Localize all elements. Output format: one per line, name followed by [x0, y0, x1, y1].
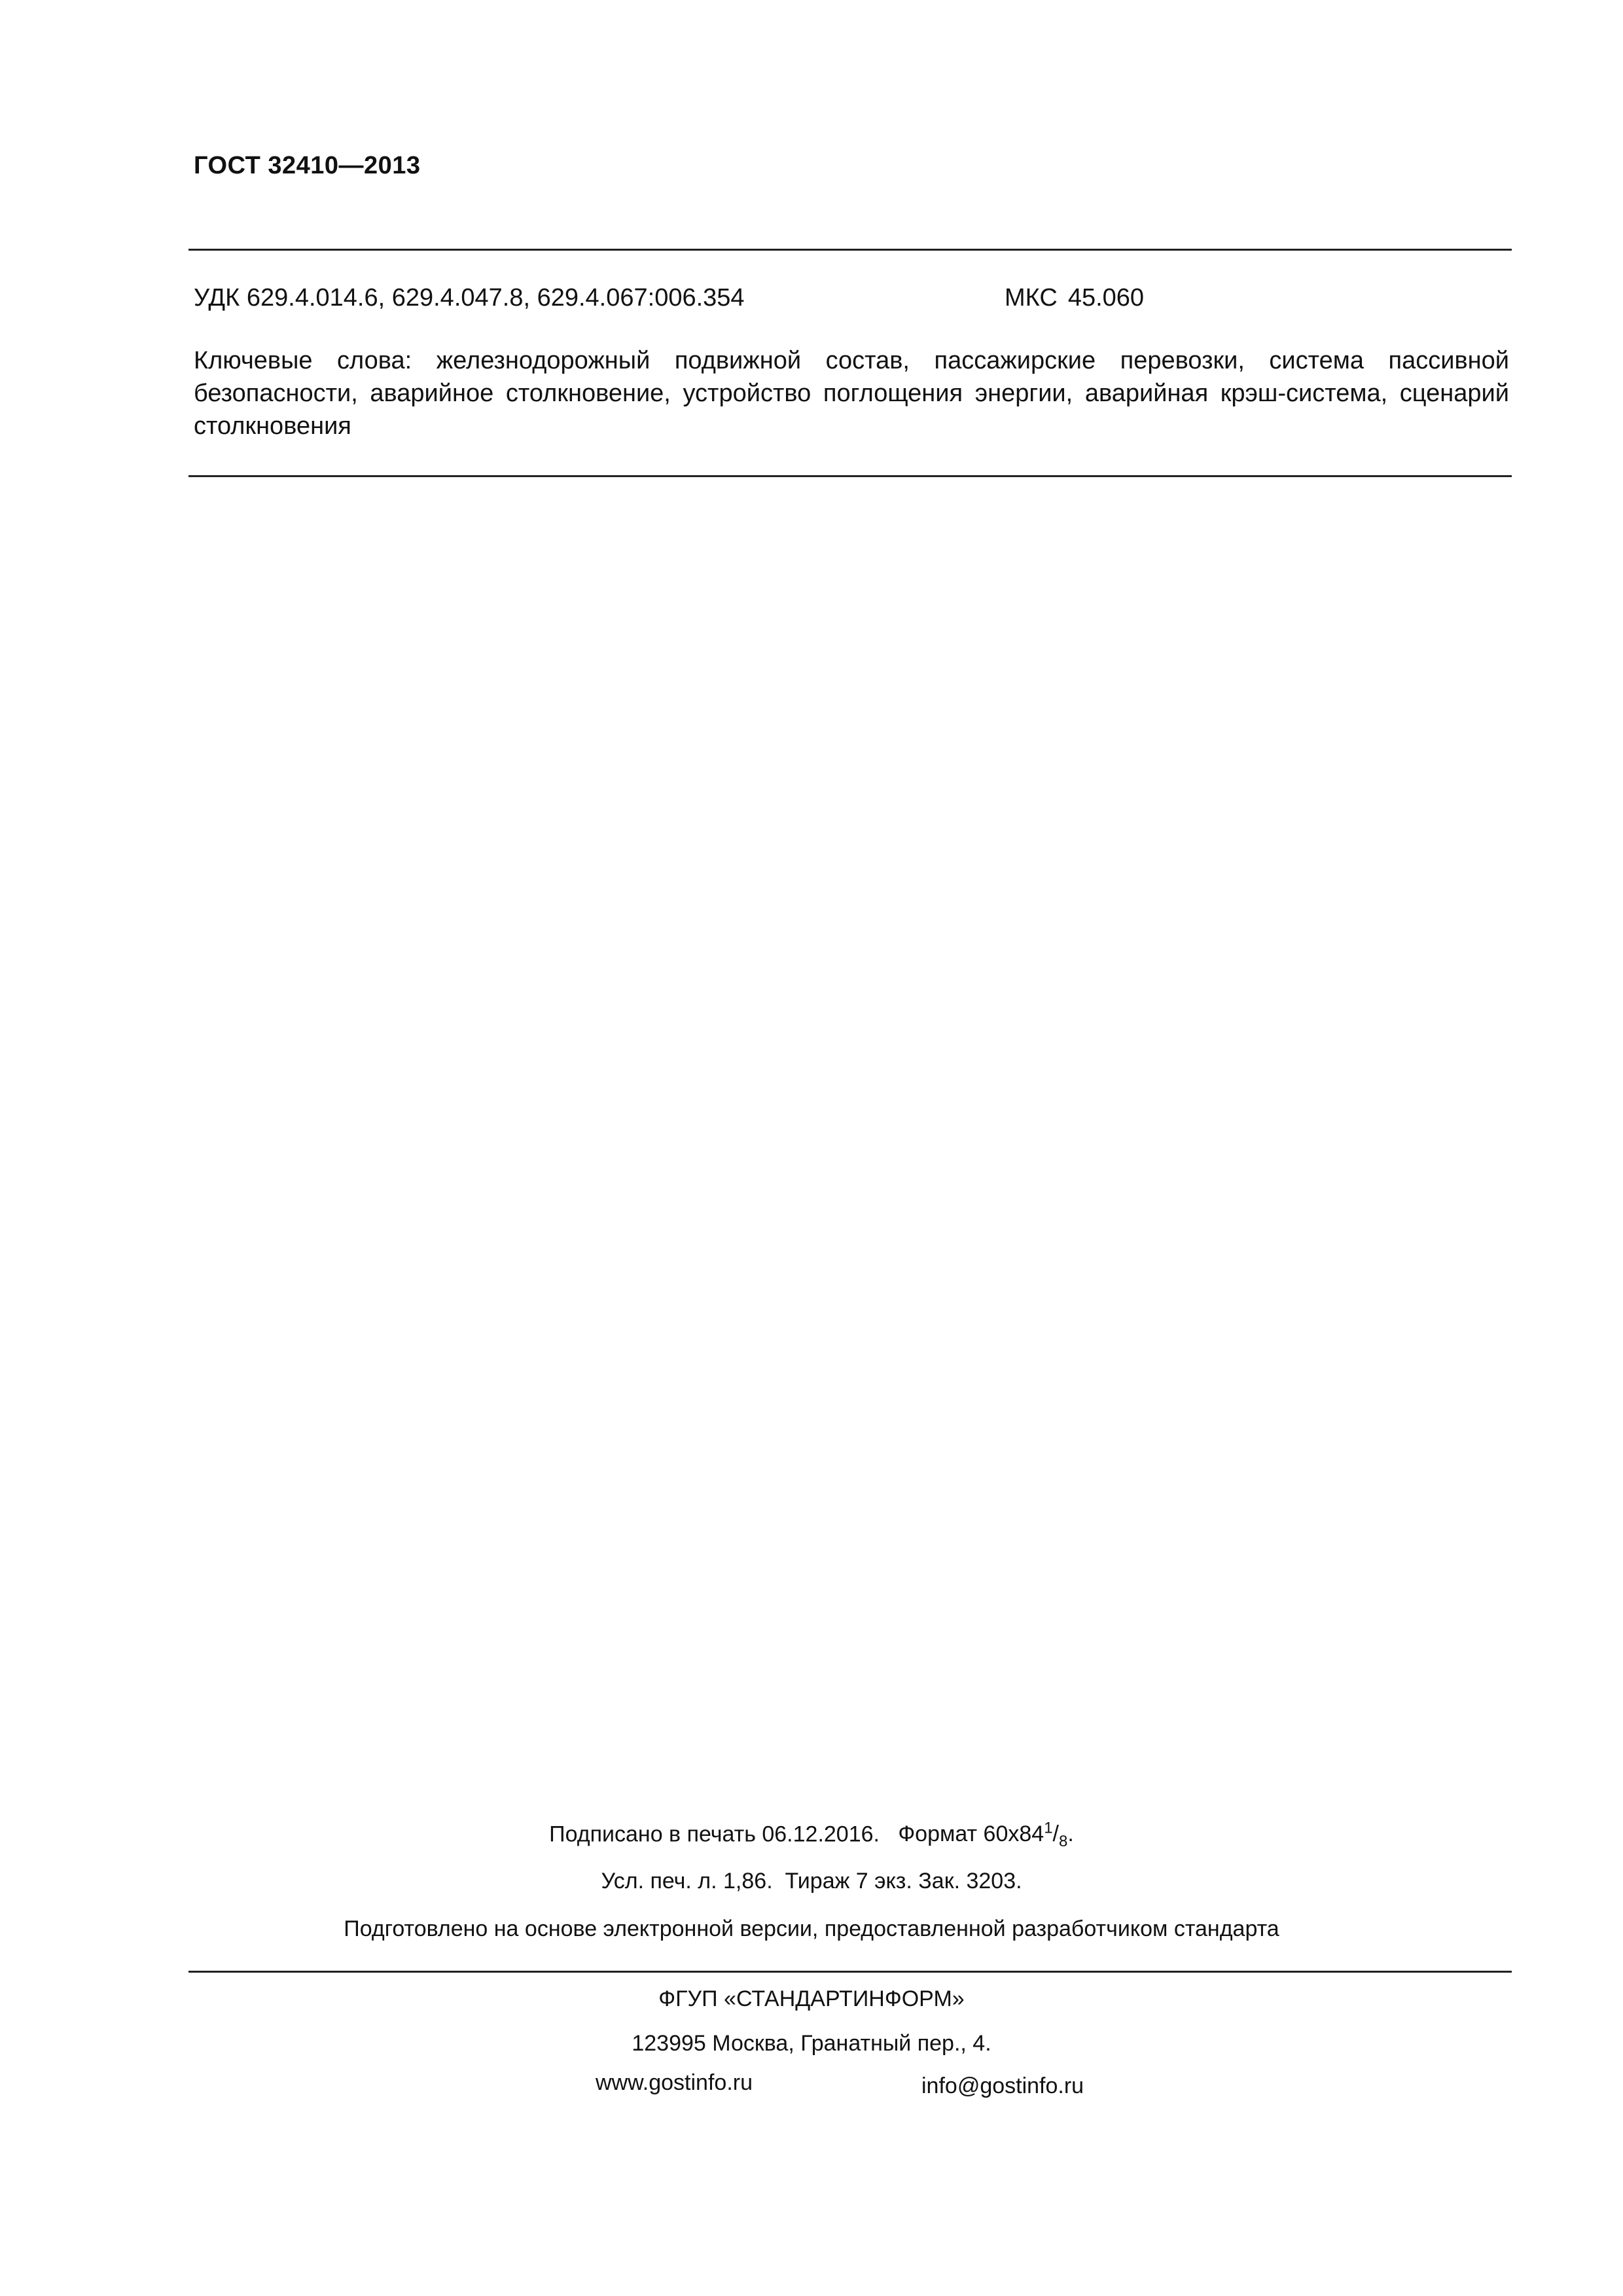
top-divider	[188, 249, 1512, 251]
format-suffix: .	[1067, 1821, 1074, 1847]
website-link[interactable]: www.gostinfo.ru	[596, 2070, 753, 2095]
format-label: Формат 60x84	[898, 1821, 1044, 1847]
signed-date: Подписано в печать 06.12.2016.	[549, 1821, 880, 1847]
mks-classification	[1005, 284, 1144, 312]
keywords-paragraph: Ключевые слова: железнодорожный подвижной состав, пассажирские перевозки, система пассивной безопасности, аварийное столкновение, устройство поглощения энергии, аварийная крэш-система, сценарий столкновения	[194, 347, 1509, 440]
imprint-print-sheets: Усл. печ. л. 1,86. Тираж 7 экз. Зак. 3203.	[601, 1869, 1022, 1893]
mks-code: 45.060	[1067, 284, 1145, 312]
paper-format: Формат $60x84^1/_8$.	[898, 1820, 1074, 1851]
publisher-divider	[188, 1971, 1512, 1973]
publisher-name: ФГУП «СТАНДАРТИНФОРМ»	[658, 1986, 965, 2011]
publisher-address: 123995 Москва, Гранатный пер., 4.	[632, 2031, 991, 2056]
keywords-divider	[188, 475, 1512, 477]
email-link[interactable]: info@gostinfo.ru	[921, 2073, 1084, 2098]
format-denominator: 8	[1059, 1833, 1068, 1851]
udk-code: УДК 629.4.014.6, 629.4.047.8, 629.4.067:006.354	[194, 284, 745, 312]
mks-label: МКС	[1005, 284, 1058, 312]
format-numerator: 1	[1044, 1820, 1053, 1837]
imprint-prepared-note: Подготовлено на основе электронной версии, предоставленной разработчиком стандарта	[344, 1916, 1279, 1941]
imprint-signed-line	[0, 1820, 1623, 1851]
document-designation: ГОСТ 32410—2013	[194, 152, 421, 179]
